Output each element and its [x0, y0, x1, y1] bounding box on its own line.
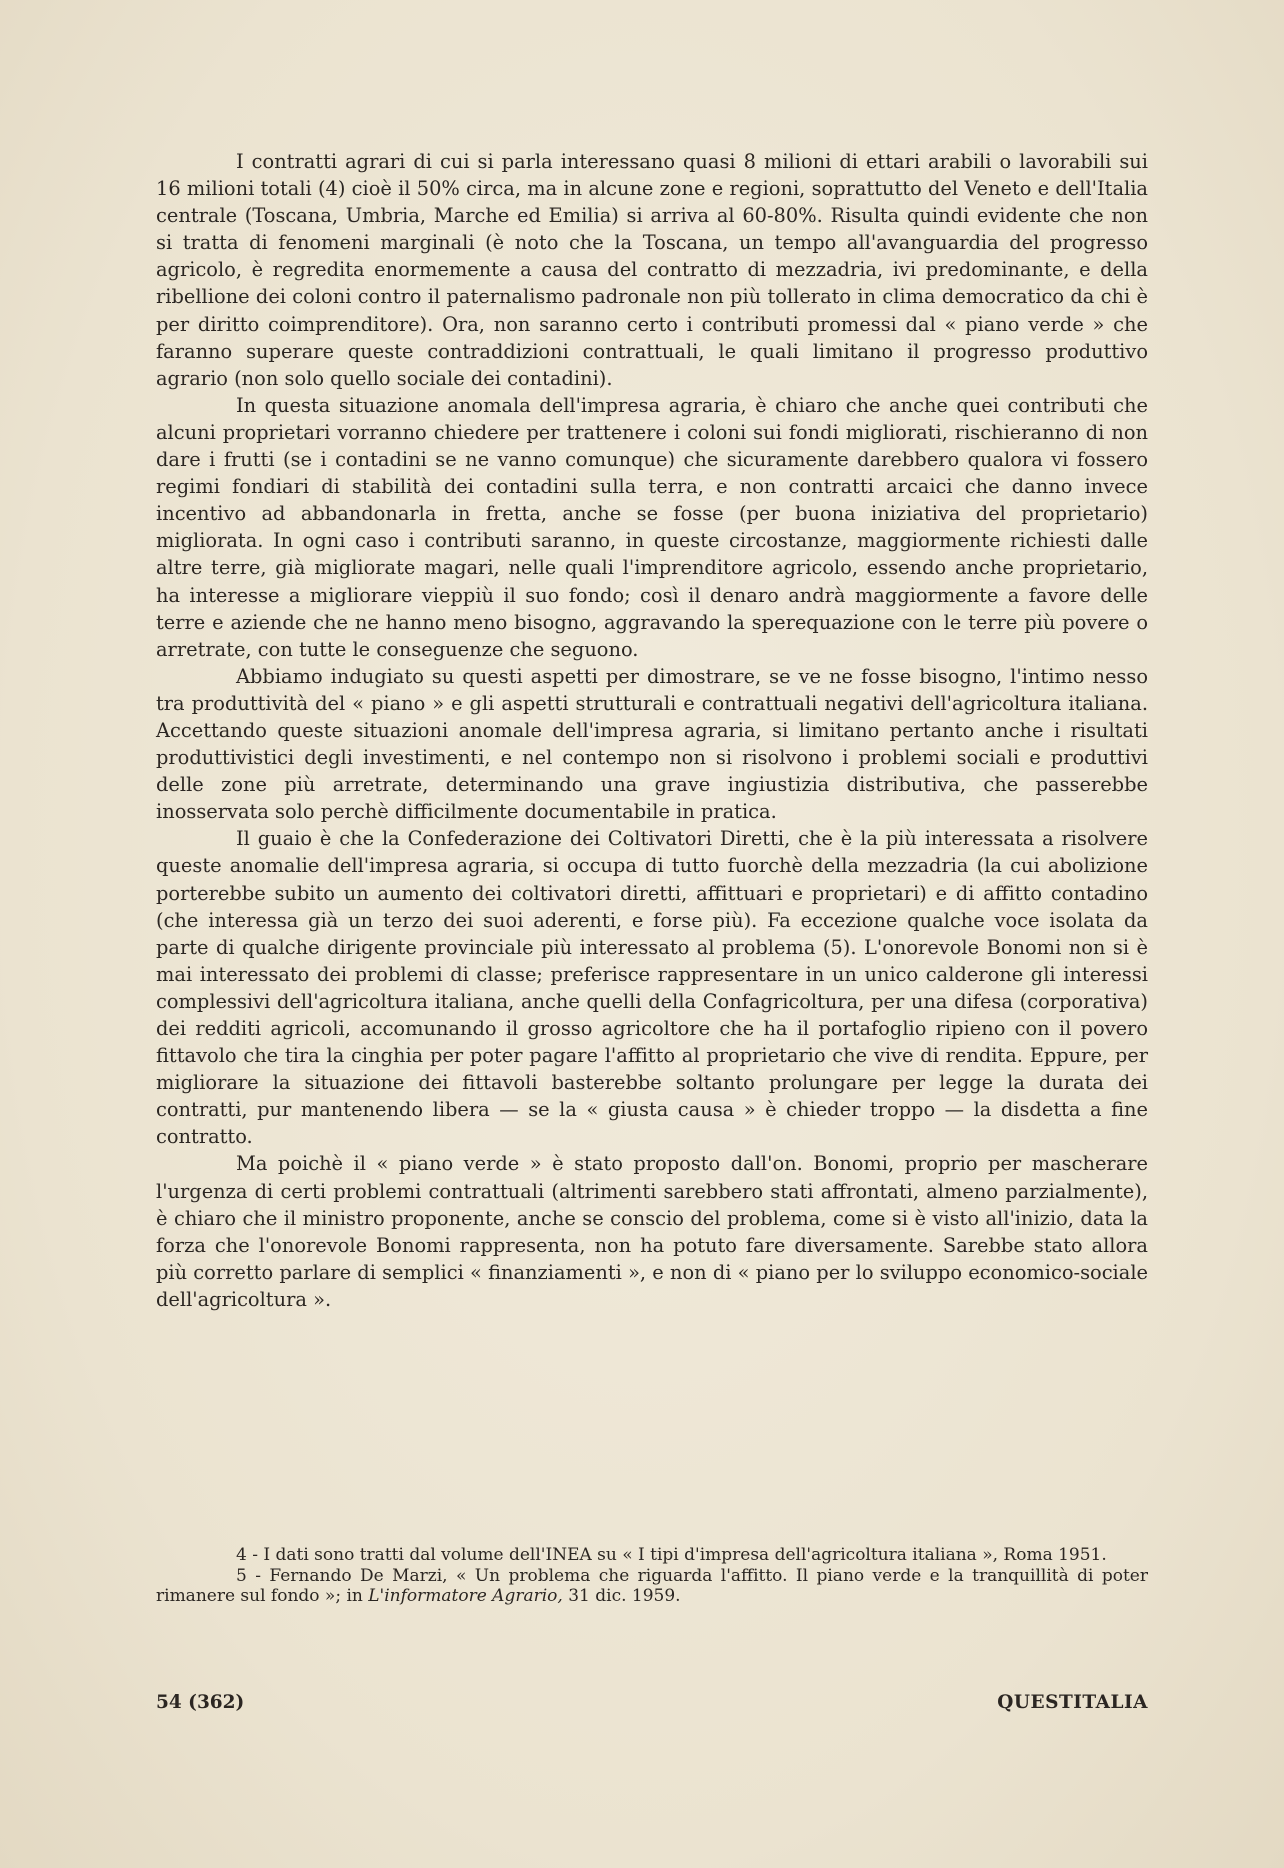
page-footer — [156, 1692, 1148, 1718]
footnotes — [156, 1545, 1148, 1607]
paragraph-4: Il guaio è che la Confederazione dei Coltivatori Diretti, che è la più interessata a risolvere queste anomalie dell'impresa agraria, si occupa di tutto fuorchè della mezzadria (la cui abolizione porterebbe subito un aumento dei coltivatori diretti, affittuari e proprietari) e di affitto contadino (che interessa già un terzo dei suoi aderenti, e forse più). Fa eccezione qualche voce isolata da parte di qualche dirigente provinciale più interessato al problema (5). L'onorevole Bonomi non si è mai interessato dei problemi di classe; preferisce rappresentare in un unico calderone gli interessi complessivi dell'agricoltura italiana, anche quelli della Confagricoltura, per una difesa (corporativa) dei redditi agricoli, accomunando il grosso agricoltore che ha il portafoglio ripieno con il povero fittavolo che tira la cinghia per poter pagare l'affitto al proprietario che vive di rendita. Eppure, per migliorare la situazione dei fittavoli basterebbe soltanto prolungare per legge la durata dei contratti, pur mantenendo libera — se la « giusta causa » è chieder troppo — la disdetta a fine contratto. — [156, 827, 1148, 1149]
footnote-5 — [156, 1566, 1148, 1607]
journal-name: QUESTITALIA — [997, 1692, 1148, 1713]
paragraph-1: I contratti agrari di cui si parla interessano quasi 8 milioni di ettari arabili o lavorabili sui 16 milioni totali (4) cioè il 50% circa, ma in alcune zone e regioni, soprattutto del Veneto e dell'Italia centrale (Toscana, Umbria, Marche ed Emilia) si arriva al 60-80%. Risulta quindi evidente che non si tratta di fenomeni marginali (è noto che la Toscana, un tempo all'avanguardia del progresso agricolo, è regredita enormemente a causa del contratto di mezzadria, ivi predominante, e della ribellione dei coloni contro il paternalismo padronale non più tollerato in clima democratico da chi è per diritto coimprenditore). Ora, non saranno certo i contributi promessi dal « piano verde » che faranno superare queste contraddizioni contrattuali, le quali limitano il progresso produttivo agrario (non solo quello sociale dei contadini). — [156, 150, 1148, 390]
article-body — [156, 148, 1148, 1313]
footnote-5-date: 31 dic. 1959. — [562, 1586, 681, 1606]
paragraph-5: Ma poichè il « piano verde » è stato proposto dall'on. Bonomi, proprio per mascherare l'urgenza di certi problemi contrattuali (altrimenti sarebbero stati affrontati, almeno parzialmente), è chiaro che il ministro proponente, anche se conscio del problema, come si è visto all'inizio, data la forza che l'onorevole Bonomi rappresenta, non ha potuto fare diversamente. Sarebbe stato allora più corretto parlare di semplici « finanziamenti », e non di « piano per lo sviluppo economico-sociale dell'agricoltura ». — [156, 1152, 1148, 1311]
page-number: 54 (362) — [156, 1692, 245, 1713]
paragraph-3: Abbiamo indugiato su questi aspetti per dimostrare, se ve ne fosse bisogno, l'intimo nesso tra produttività del « piano » e gli aspetti strutturali e contrattuali negativi dell'agricoltura italiana. Accettando queste situazioni anomale dell'impresa agraria, si limitano pertanto anche i risultati produttivistici degli investimenti, e nel contempo non si risolvono i problemi sociali e produttivi delle zone più arretrate, determinando una grave ingiustizia distributiva, che passerebbe inosservata solo perchè difficilmente documentabile in pratica. — [156, 664, 1148, 824]
footnote-5-journal: L'informatore Agrario, — [368, 1586, 563, 1606]
paragraph-2: In questa situazione anomala dell'impresa agraria, è chiaro che anche quei contributi che alcuni proprietari vorranno chiedere per trattenere i coloni sui fondi migliorati, rischieranno di non dare i frutti (se i contadini se ne vanno comunque) che sicuramente darebbero qualora vi fossero regimi fondiari di stabilità dei contadini sulla terra, e non contratti arcaici che danno invece incentivo ad abbandonarla in fretta, anche se fosse (per buona iniziativa del proprietario) migliorata. In ogni caso i contributi saranno, in queste circostanze, maggiormente richiesti dalle altre terre, già migliorate magari, nelle quali l'imprenditore agricolo, essendo anche proprietario, ha interesse a migliorare vieppiù il suo fondo; così il denaro andrà maggiormente a favore delle terre e aziende che ne hanno meno bisogno, aggravando la sperequazione con le terre più povere o arretrate, con tutte le conseguenze che seguono. — [156, 393, 1148, 661]
footnote-4: 4 - I dati sono tratti dal volume dell'INEA su « I tipi d'impresa dell'agricoltura italiana », Roma 1951. — [236, 1545, 1107, 1565]
footnote-5-text: 5 - Fernando De Marzi, « Un problema che riguarda l'affitto. Il piano verde e la tranquillità di poter rimanere sul fondo »; in — [156, 1565, 1148, 1606]
